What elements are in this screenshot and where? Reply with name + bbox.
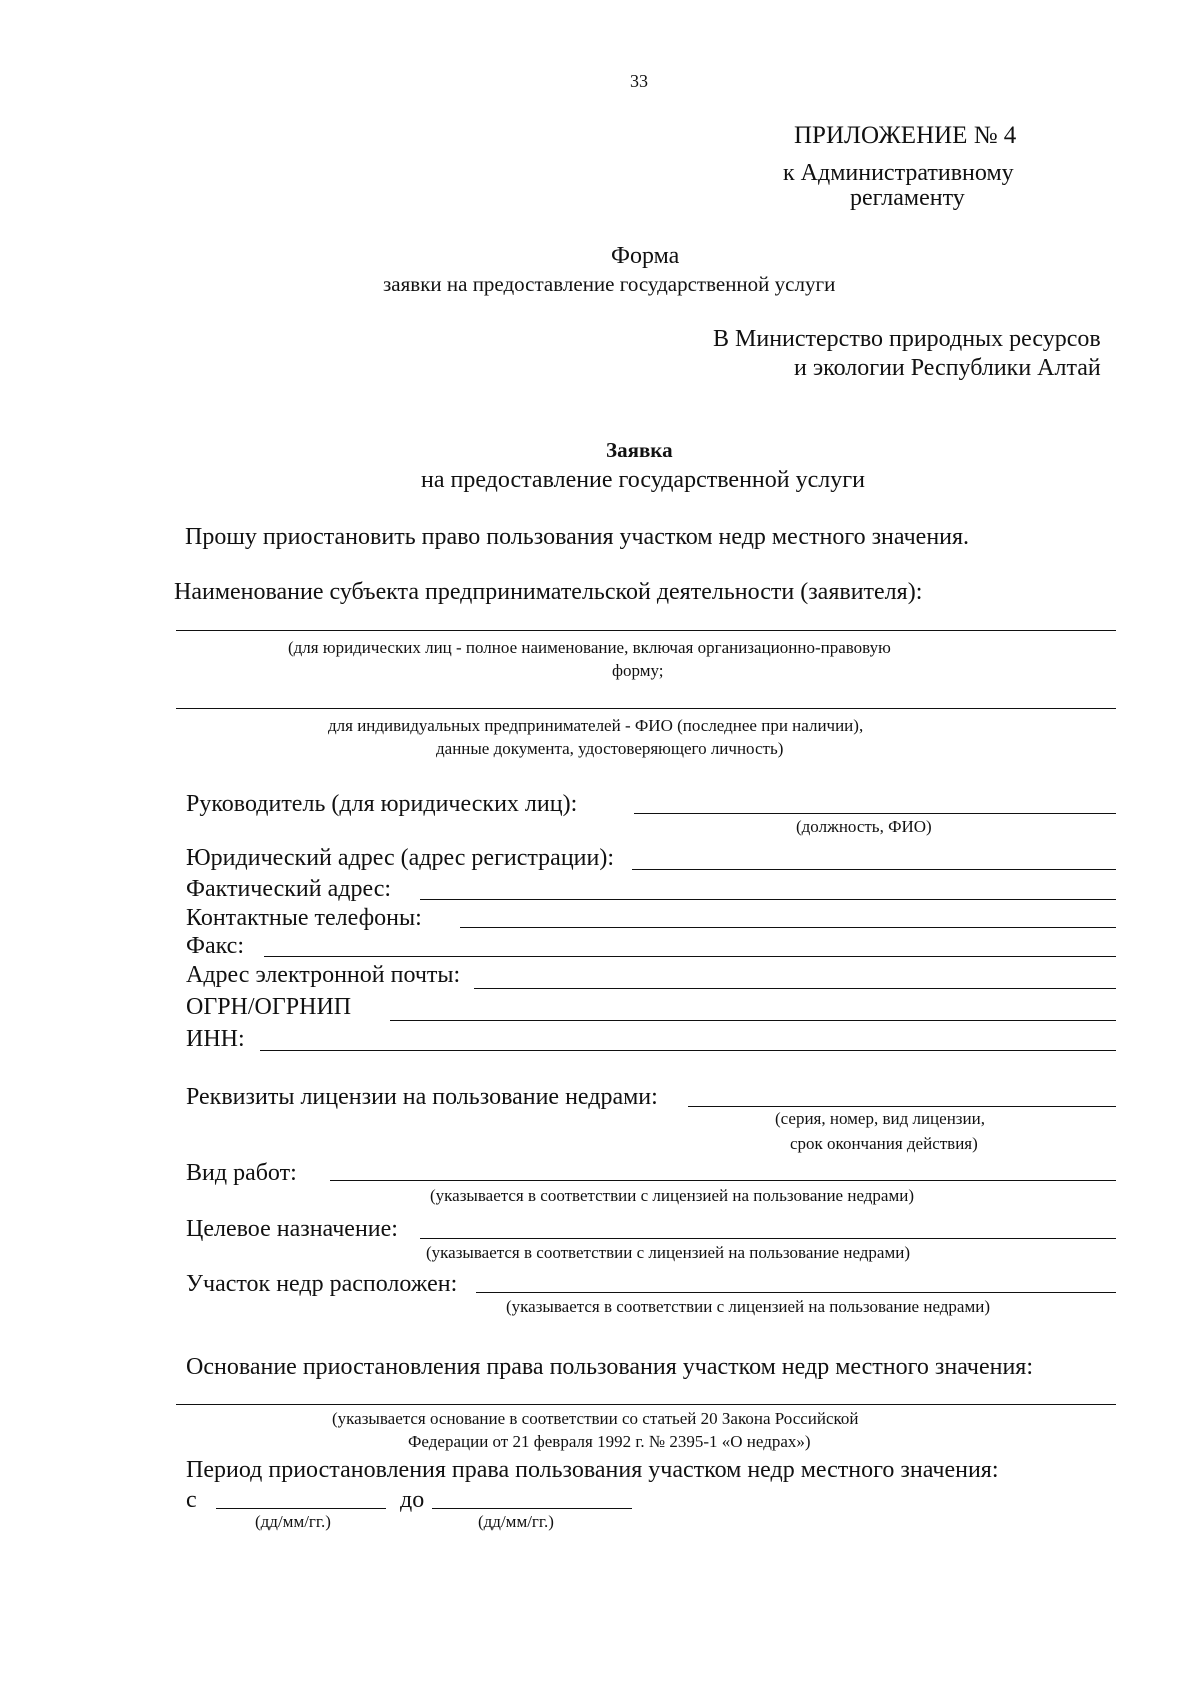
actual-address-line[interactable] [420, 899, 1116, 900]
head-line[interactable] [634, 813, 1116, 814]
period-to-label: до [400, 1487, 425, 1513]
license-line[interactable] [688, 1106, 1116, 1107]
subject-name-line-2[interactable] [176, 708, 1116, 709]
purpose-line[interactable] [420, 1238, 1116, 1239]
application-subtitle: на предоставление государственной услуги [421, 467, 865, 493]
purpose-label: Целевое назначение: [186, 1216, 398, 1242]
basis-label: Основание приостановления права пользования участком недр местного значения: [186, 1354, 1033, 1380]
license-hint-2: срок окончания действия) [790, 1134, 978, 1153]
phones-label: Контактные телефоны: [186, 905, 422, 931]
location-line[interactable] [476, 1292, 1116, 1293]
inn-label: ИНН: [186, 1026, 245, 1052]
addressee-line-2: и экологии Республики Алтай [794, 355, 1101, 381]
purpose-hint: (указывается в соответствии с лицензией на пользование недрами) [426, 1243, 910, 1262]
period-to-line[interactable] [432, 1508, 632, 1509]
appendix-line-2: регламенту [850, 185, 965, 211]
work-type-label: Вид работ: [186, 1160, 297, 1186]
ogrn-line[interactable] [390, 1020, 1116, 1021]
basis-hint-1: (указывается основание в соответствии со статьей 20 Закона Российской [332, 1409, 859, 1428]
subject-hint-1: (для юридических лиц - полное наименование, включая организационно-правовую [288, 638, 891, 657]
work-type-hint: (указывается в соответствии с лицензией на пользование недрами) [430, 1186, 914, 1205]
appendix-line-1: к Административному [783, 160, 1014, 186]
request-text: Прошу приостановить право пользования участком недр местного значения. [185, 524, 970, 550]
head-label: Руководитель (для юридических лиц): [186, 791, 578, 817]
period-from-line[interactable] [216, 1508, 386, 1509]
license-hint-1: (серия, номер, вид лицензии, [775, 1109, 985, 1128]
page-number: 33 [630, 71, 648, 91]
location-label: Участок недр расположен: [186, 1271, 458, 1297]
fax-label: Факс: [186, 933, 244, 959]
subject-name-line[interactable] [176, 630, 1116, 631]
actual-address-label: Фактический адрес: [186, 876, 392, 902]
form-heading: Форма [611, 243, 680, 269]
subject-hint-3: для индивидуальных предпринимателей - ФИО (последнее при наличии), [328, 716, 864, 735]
legal-address-label: Юридический адрес (адрес регистрации): [186, 845, 615, 871]
phones-line[interactable] [460, 927, 1116, 928]
email-label: Адрес электронной почты: [186, 962, 461, 988]
email-line[interactable] [474, 988, 1116, 989]
form-subheading: заявки на предоставление государственной услуги [383, 272, 836, 296]
addressee-line-1: В Министерство природных ресурсов [713, 326, 1101, 352]
period-to-hint: (дд/мм/гг.) [478, 1512, 554, 1531]
head-hint: (должность, ФИО) [796, 817, 932, 836]
period-from-hint: (дд/мм/гг.) [255, 1512, 331, 1531]
license-label: Реквизиты лицензии на пользование недрами: [186, 1084, 658, 1110]
appendix-title: ПРИЛОЖЕНИЕ № 4 [794, 122, 1017, 149]
basis-hint-2: Федерации от 21 февраля 1992 г. № 2395-1 «О недрах») [408, 1432, 811, 1451]
location-hint: (указывается в соответствии с лицензией на пользование недрами) [506, 1297, 990, 1316]
subject-hint-2: форму; [612, 661, 664, 680]
period-from-label: с [186, 1487, 197, 1513]
subject-label: Наименование субъекта предпринимательской деятельности (заявителя): [174, 579, 923, 605]
fax-line[interactable] [264, 956, 1116, 957]
period-label: Период приостановления права пользования участком недр местного значения: [186, 1457, 999, 1483]
work-type-line[interactable] [330, 1180, 1116, 1181]
subject-hint-4: данные документа, удостоверяющего личность) [436, 739, 784, 758]
legal-address-line[interactable] [632, 869, 1116, 870]
ogrn-label: ОГРН/ОГРНИП [186, 994, 352, 1020]
application-title: Заявка [606, 438, 673, 462]
inn-line[interactable] [260, 1050, 1116, 1051]
basis-line[interactable] [176, 1404, 1116, 1405]
